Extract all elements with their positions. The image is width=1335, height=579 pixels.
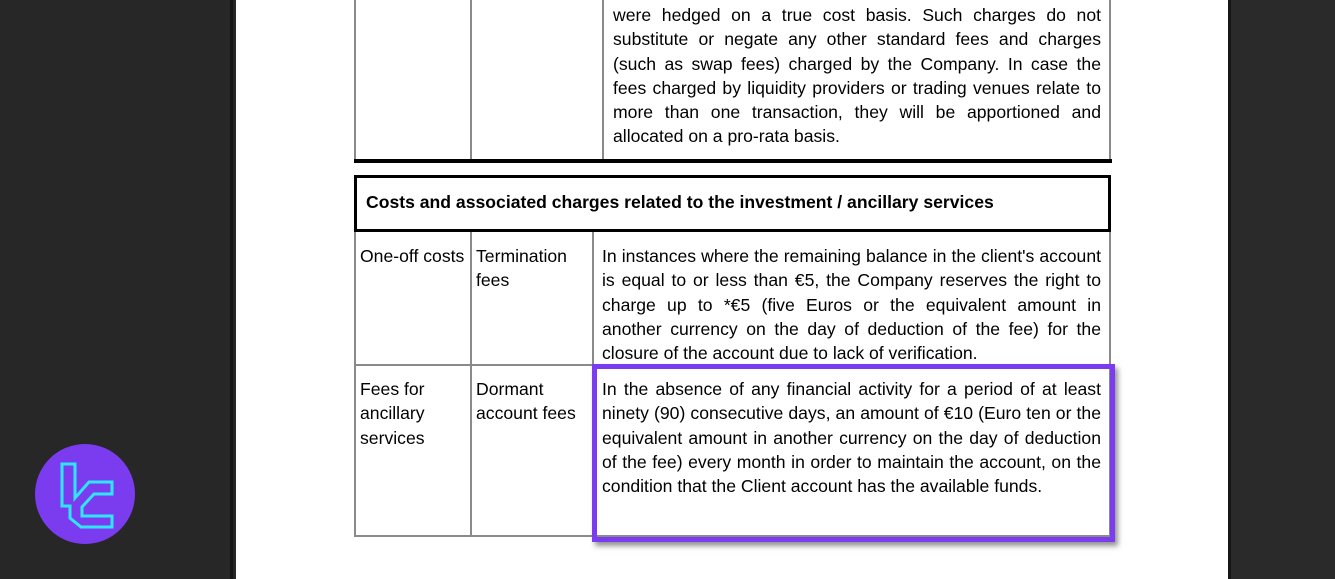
section-header-box bbox=[354, 175, 1111, 232]
row-description-dormant: In the absence of any financial activity for a period of at least ninety (90) consecutive days, an amount of €10 (Euro ten or the equivalent amount in another currency on the day of deduction of the fee) every month in order to maintain the account, on the condition that the Client account has the available funds. bbox=[602, 379, 1101, 497]
table-col-divider-2 bbox=[602, 0, 604, 162]
brand-logo-icon bbox=[35, 444, 135, 544]
document-page bbox=[236, 0, 1228, 579]
row-description-termination: In instances where the remaining balance in the client's account is equal to or less than €5, the Company reserves the right to charge up to *€5 (five Euros or the equivalent amount in another currency on the day of deduction of the fee) for the closure of the account due to lack of verification. bbox=[602, 246, 1101, 364]
row-fee-type-dormant: Dormant account fees bbox=[476, 379, 576, 424]
table-border-left bbox=[354, 232, 356, 537]
table-border-left bbox=[354, 0, 356, 162]
row-category-one-off-costs: One-off costs bbox=[360, 246, 465, 266]
table-col-divider-1 bbox=[470, 232, 472, 537]
highlight-box-dormant-fee bbox=[592, 364, 1115, 542]
continued-description-cell: were hedged on a true cost basis. Such charges do not substitute or negate any other standard fees and charges (such as swap fees) charged by the Company. In case the fees charged by liquidity providers or trading venues relate to more than one transaction, they will be apportioned and allocated on a pro-rata basis. bbox=[613, 5, 1101, 147]
table-bottom-rule bbox=[354, 159, 1112, 163]
table-border-right bbox=[1109, 0, 1111, 162]
table-col-divider-1 bbox=[470, 0, 472, 162]
logo-glyph-icon bbox=[35, 444, 135, 544]
row-fee-type-termination: Termination fees bbox=[476, 246, 567, 291]
viewer-background-right bbox=[1228, 0, 1335, 579]
section-header-title: Costs and associated charges related to the investment / ancillary services bbox=[366, 192, 994, 212]
row-category-ancillary-services: Fees for ancillary services bbox=[360, 379, 425, 448]
